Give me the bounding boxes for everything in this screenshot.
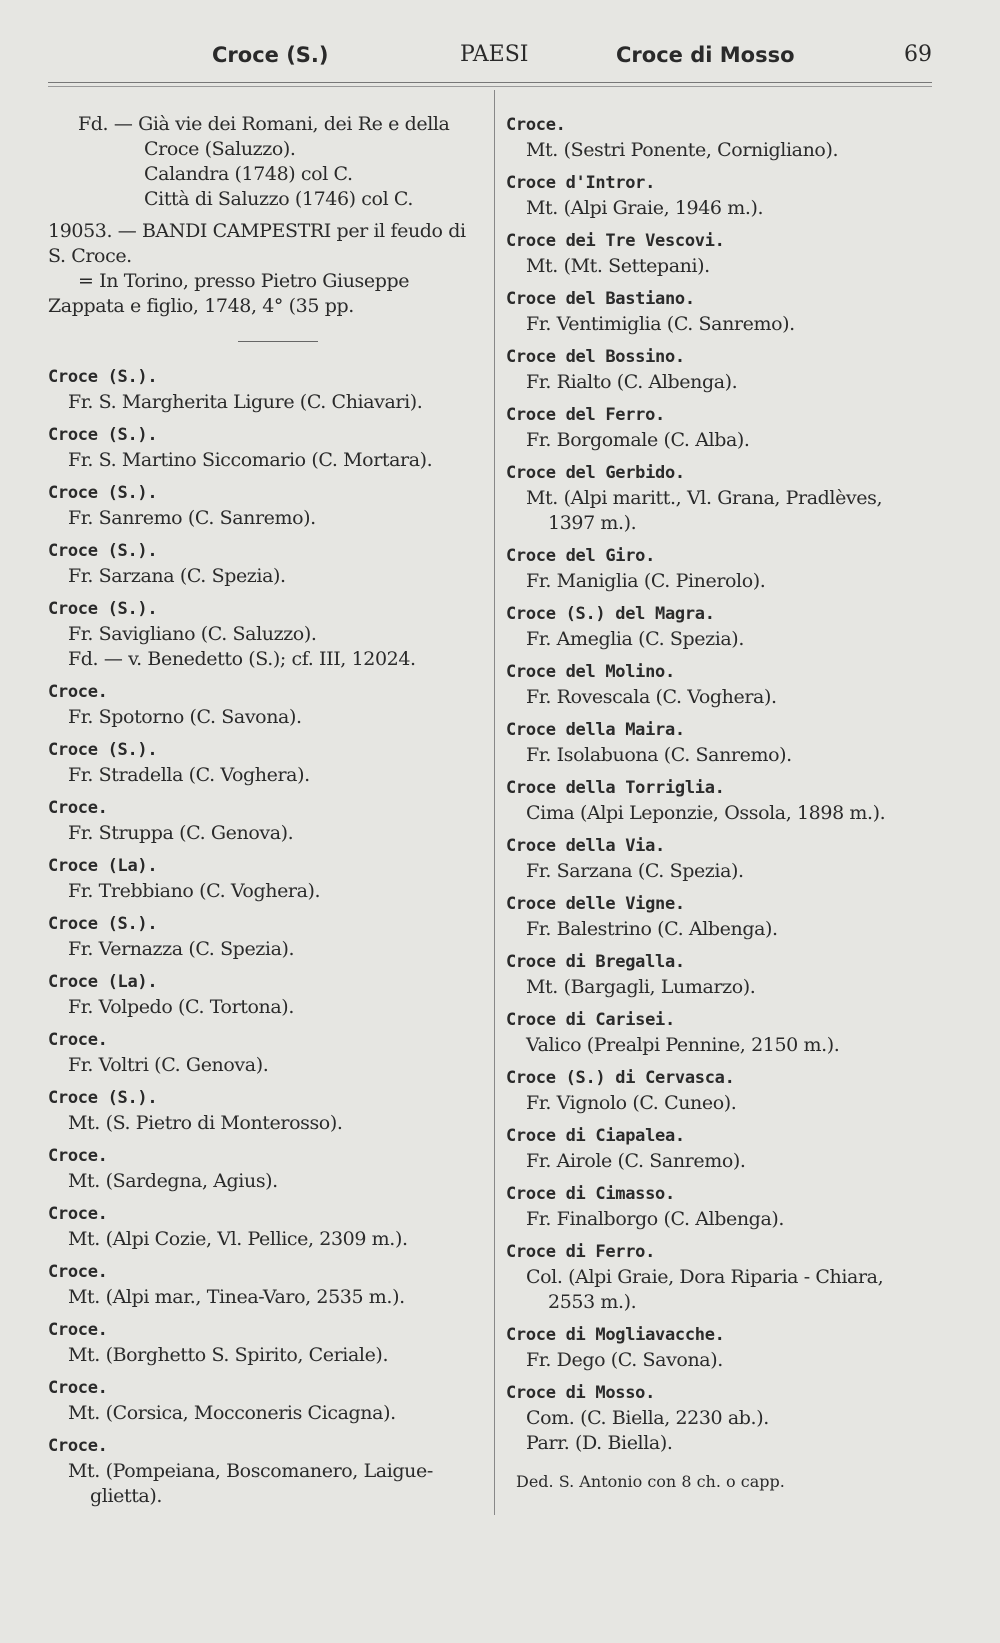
entry-line: Fr. Ventimiglia (C. Sanremo). — [526, 313, 795, 335]
entry-heading: Croce (La). — [48, 856, 158, 876]
index-entry — [48, 853, 488, 911]
index-entry — [48, 911, 488, 969]
entry-heading: Croce del Giro. — [506, 546, 656, 566]
entry-line: Fr. Stradella (C. Voghera). — [68, 764, 310, 786]
entry-heading: Croce della Maira. — [506, 720, 685, 740]
entry-line: Fr. S. Martino Siccomario (C. Mortara). — [68, 449, 433, 471]
index-entry — [506, 170, 946, 228]
entry-line: Col. (Alpi Graie, Dora Riparia - Chiara, — [526, 1266, 884, 1288]
header-rule — [48, 82, 932, 83]
index-entry — [506, 112, 946, 170]
index-entry — [506, 1322, 946, 1380]
intro-line: = In Torino, presso Pietro Giuseppe — [78, 270, 410, 292]
index-entry — [48, 1201, 488, 1259]
index-entry — [506, 344, 946, 402]
entry-line: Fr. Sarzana (C. Spezia). — [68, 565, 286, 587]
entry-heading: Croce del Molino. — [506, 662, 675, 682]
index-entry — [506, 601, 946, 659]
entry-line: Fr. Borgomale (C. Alba). — [526, 429, 750, 451]
entry-line: Fr. Rovescala (C. Voghera). — [526, 686, 777, 708]
entry-line: Fr. S. Margherita Ligure (C. Chiavari). — [68, 391, 423, 413]
entry-heading: Croce di Mogliavacche. — [506, 1325, 725, 1345]
entry-line: Mt. (S. Pietro di Monterosso). — [68, 1112, 343, 1134]
index-entry — [48, 969, 488, 1027]
intro-line: Calandra (1748) col C. — [144, 163, 353, 185]
entry-heading: Croce (La). — [48, 972, 158, 992]
index-entry — [48, 1259, 488, 1317]
left-column — [48, 112, 488, 1516]
entry-line: Fr. Vernazza (C. Spezia). — [68, 938, 295, 960]
entry-heading: Croce. — [48, 1320, 108, 1340]
entry-line: 1397 m.). — [548, 512, 637, 534]
entry-heading: Croce d'Intror. — [506, 173, 656, 193]
index-entry — [506, 659, 946, 717]
entry-heading: Croce di Cimasso. — [506, 1184, 675, 1204]
entry-heading: Croce del Bastiano. — [506, 289, 695, 309]
entry-heading: Croce. — [48, 1030, 108, 1050]
entry-heading: Croce di Carisei. — [506, 1010, 675, 1030]
index-entry — [506, 1065, 946, 1123]
index-entry — [506, 891, 946, 949]
entry-line: Fr. Balestrino (C. Albenga). — [526, 918, 778, 940]
entry-line: Fr. Struppa (C. Genova). — [68, 822, 294, 844]
entry-heading: Croce (S.). — [48, 599, 158, 619]
entry-line: Mt. (Alpi Graie, 1946 m.). — [526, 197, 764, 219]
header-left-title: Croce (S.) — [212, 43, 329, 67]
entry-line: Mt. (Corsica, Mocconeris Cicagna). — [68, 1402, 396, 1424]
entry-line: Fr. Ameglia (C. Spezia). — [526, 628, 744, 650]
entry-heading: Croce di Ciapalea. — [506, 1126, 685, 1146]
entry-heading: Croce. — [48, 798, 108, 818]
intro-line: 19053. — BANDI CAMPESTRI per il feudo di — [48, 220, 466, 242]
entry-heading: Croce di Mosso. — [506, 1383, 656, 1403]
entry-heading: Croce delle Vigne. — [506, 894, 685, 914]
index-entry — [48, 1375, 488, 1433]
footer-note: Ded. S. Antonio con 8 ch. o capp. — [516, 1472, 785, 1491]
index-entry — [48, 1027, 488, 1085]
index-entry — [48, 480, 488, 538]
entry-line: Fr. Volpedo (C. Tortona). — [68, 996, 294, 1018]
index-entry — [506, 1123, 946, 1181]
entry-line: glietta). — [90, 1485, 163, 1507]
index-entry — [48, 596, 488, 679]
entry-heading: Croce (S.). — [48, 483, 158, 503]
entry-line: Com. (C. Biella, 2230 ab.). — [526, 1407, 769, 1429]
entry-line: Fr. Maniglia (C. Pinerolo). — [526, 570, 766, 592]
entry-line: Fr. Sarzana (C. Spezia). — [526, 860, 744, 882]
entry-heading: Croce (S.) di Cervasca. — [506, 1068, 735, 1088]
index-entry — [506, 1380, 946, 1463]
left-entry-list — [48, 364, 488, 1516]
index-entry — [48, 679, 488, 737]
entry-line: Fd. — v. Benedetto (S.); cf. III, 12024. — [68, 648, 416, 670]
index-entry — [48, 422, 488, 480]
index-entry — [506, 833, 946, 891]
index-entry — [506, 543, 946, 601]
right-column — [506, 112, 946, 1494]
entry-line: Fr. Spotorno (C. Savona). — [68, 706, 302, 728]
entry-heading: Croce (S.). — [48, 1088, 158, 1108]
index-entry — [506, 949, 946, 1007]
entry-line: Fr. Savigliano (C. Saluzzo). — [68, 623, 317, 645]
entry-heading: Croce (S.). — [48, 425, 158, 445]
entry-line: Fr. Vignolo (C. Cuneo). — [526, 1092, 737, 1114]
right-entry-list — [506, 112, 946, 1463]
entry-heading: Croce della Torriglia. — [506, 778, 725, 798]
entry-heading: Croce (S.). — [48, 914, 158, 934]
entry-heading: Croce della Via. — [506, 836, 665, 856]
intro-line: Croce (Saluzzo). — [144, 138, 296, 160]
entry-line: Fr. Trebbiano (C. Voghera). — [68, 880, 321, 902]
entry-heading: Croce. — [48, 1204, 108, 1224]
index-entry — [48, 1085, 488, 1143]
entry-line: Mt. (Pompeiana, Boscomanero, Laigue- — [68, 1460, 433, 1482]
index-entry — [48, 795, 488, 853]
entry-line: Mt. (Borghetto S. Spirito, Ceriale). — [68, 1344, 389, 1366]
entry-line: Valico (Prealpi Pennine, 2150 m.). — [526, 1034, 840, 1056]
intro-block — [48, 112, 488, 319]
index-entry — [48, 364, 488, 422]
entry-heading: Croce (S.). — [48, 541, 158, 561]
index-entry — [506, 286, 946, 344]
entry-heading: Croce. — [506, 115, 566, 135]
entry-line: Fr. Voltri (C. Genova). — [68, 1054, 269, 1076]
index-entry — [506, 775, 946, 833]
entry-line: Fr. Dego (C. Savona). — [526, 1349, 723, 1371]
entry-heading: Croce del Ferro. — [506, 405, 665, 425]
section-separator — [238, 341, 318, 342]
index-entry — [506, 1239, 946, 1322]
intro-line: S. Croce. — [48, 245, 132, 267]
header-rule-secondary — [48, 86, 932, 87]
index-entry — [506, 228, 946, 286]
index-entry — [506, 460, 946, 543]
header-center-title: PAESI — [460, 42, 529, 67]
index-entry — [48, 737, 488, 795]
entry-heading: Croce (S.). — [48, 367, 158, 387]
entry-heading: Croce. — [48, 1378, 108, 1398]
entry-line: Mt. (Mt. Settepani). — [526, 255, 710, 277]
entry-line: Fr. Isolabuona (C. Sanremo). — [526, 744, 792, 766]
entry-heading: Croce. — [48, 1146, 108, 1166]
entry-line: 2553 m.). — [548, 1291, 637, 1313]
entry-line: Mt. (Alpi Cozie, Vl. Pellice, 2309 m.). — [68, 1228, 408, 1250]
column-divider — [494, 90, 495, 1515]
entry-line: Mt. (Sardegna, Agius). — [68, 1170, 278, 1192]
entry-line: Fr. Finalborgo (C. Albenga). — [526, 1208, 785, 1230]
index-entry — [506, 402, 946, 460]
entry-line: Parr. (D. Biella). — [526, 1432, 673, 1454]
entry-line: Fr. Airole (C. Sanremo). — [526, 1150, 746, 1172]
index-entry — [48, 538, 488, 596]
entry-heading: Croce. — [48, 1262, 108, 1282]
index-entry — [48, 1433, 488, 1516]
entry-line: Mt. (Alpi mar., Tinea-Varo, 2535 m.). — [68, 1286, 405, 1308]
entry-line: Mt. (Bargagli, Lumarzo). — [526, 976, 756, 998]
intro-line: Fd. — Già vie dei Romani, dei Re e della — [78, 113, 450, 135]
entry-heading: Croce del Gerbido. — [506, 463, 685, 483]
entry-line: Mt. (Sestri Ponente, Cornigliano). — [526, 139, 839, 161]
index-entry — [506, 717, 946, 775]
entry-heading: Croce (S.). — [48, 740, 158, 760]
entry-heading: Croce di Bregalla. — [506, 952, 685, 972]
intro-line: Zappata e figlio, 1748, 4° (35 pp. — [48, 295, 354, 317]
entry-heading: Croce. — [48, 682, 108, 702]
header-right-title: Croce di Mosso — [616, 43, 795, 67]
page-number: 69 — [904, 42, 932, 67]
entry-heading: Croce del Bossino. — [506, 347, 685, 367]
entry-line: Fr. Rialto (C. Albenga). — [526, 371, 738, 393]
entry-line: Fr. Sanremo (C. Sanremo). — [68, 507, 316, 529]
entry-heading: Croce (S.) del Magra. — [506, 604, 715, 624]
entry-line: Cima (Alpi Leponzie, Ossola, 1898 m.). — [526, 802, 886, 824]
index-entry — [48, 1143, 488, 1201]
index-entry — [506, 1007, 946, 1065]
index-entry — [48, 1317, 488, 1375]
entry-line: Mt. (Alpi maritt., Vl. Grana, Pradlèves, — [526, 487, 883, 509]
entry-heading: Croce di Ferro. — [506, 1242, 656, 1262]
entry-heading: Croce. — [48, 1436, 108, 1456]
intro-line: Città di Saluzzo (1746) col C. — [144, 188, 414, 210]
index-entry — [506, 1181, 946, 1239]
entry-heading: Croce dei Tre Vescovi. — [506, 231, 725, 251]
